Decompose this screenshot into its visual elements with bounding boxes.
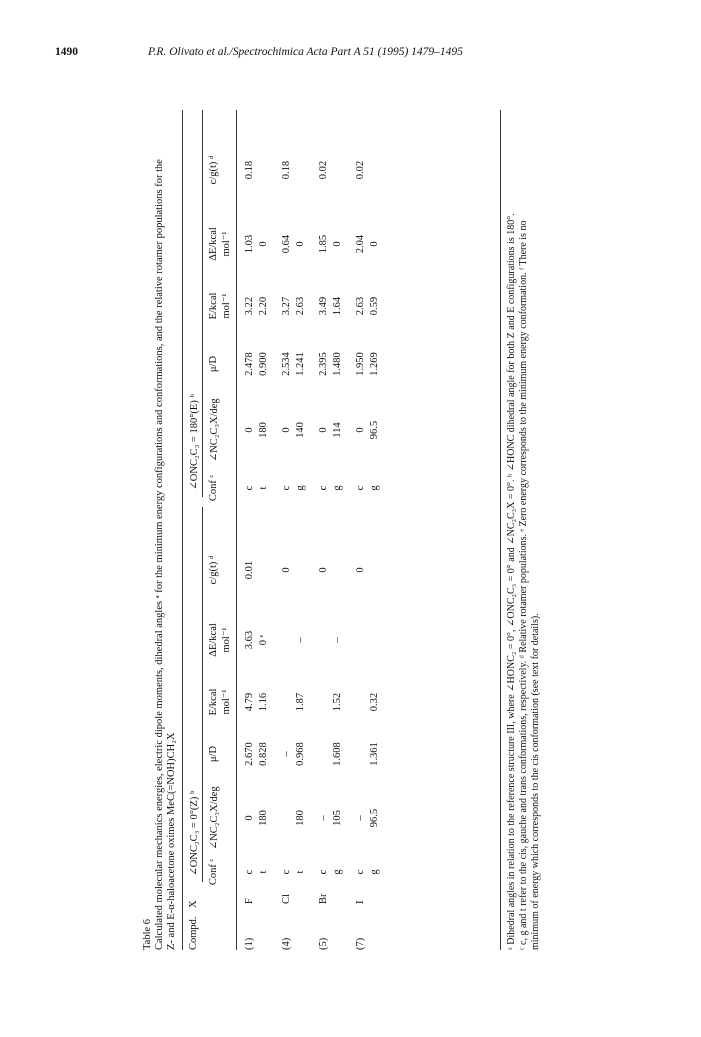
cell-z-mu: 1.361 (368, 742, 380, 766)
group-header-e: ∠ONC₂C₃ = 180°(E) ᵇ (189, 394, 200, 490)
sub-header-z-e: E/kcal (208, 688, 219, 716)
cell-e-conf: c (244, 485, 255, 491)
sub-header-e-e: E/kcal (208, 292, 219, 320)
cell-e-e: 2.63 (294, 296, 306, 316)
cell-e-mu: 1.950 (355, 352, 366, 376)
cell-z-mu: – (281, 751, 292, 757)
page-number: 1490 (55, 46, 78, 58)
sub-header-z-de: mol⁻¹ (221, 627, 232, 653)
cell-z-e: 1.87 (294, 692, 306, 712)
sub-header-e-mu: μ/D (208, 355, 219, 373)
cell-e-angle: 180 (257, 422, 269, 438)
cell-e-pop: 0.02 (318, 160, 329, 180)
sub-header-e-de: mol⁻¹ (221, 231, 232, 257)
cell-e-de: 0 (331, 241, 343, 247)
cell-z-e: 4.79 (244, 692, 255, 712)
cell-z-angle: – (318, 815, 329, 821)
cell-e-mu: 2.534 (281, 352, 292, 376)
cell-e-conf: c (281, 485, 292, 491)
cell-e-angle: 140 (294, 422, 306, 438)
cell-e-angle: 0 (355, 427, 366, 433)
cell-e-pop: 0.18 (281, 160, 292, 180)
cell-e-mu: 0.900 (257, 352, 269, 376)
cell-e-angle: 0 (244, 427, 255, 433)
cell-e-de: 0 (368, 241, 380, 247)
sub-header-e-conf: Conf ᶜ (208, 474, 219, 502)
group-rule-e (202, 110, 203, 497)
sub-header-e-angle: ∠NC₂C₃X/deg (209, 398, 220, 462)
cell-z-conf: c (318, 869, 329, 875)
cell-e-conf: g (294, 485, 306, 491)
cell-e-pop: 0.02 (355, 160, 366, 180)
rotated-table-block (100, 110, 620, 950)
cell-e-mu: 1.241 (294, 352, 306, 376)
col-header-compd: Compd. (188, 916, 199, 950)
group-rule-z (202, 507, 203, 882)
cell-z-angle: 180 (257, 810, 269, 826)
cell-e-conf: t (257, 486, 269, 490)
cell-e-conf: c (318, 485, 329, 491)
cell-z-pop: 0 (318, 567, 329, 573)
sub-header-z-conf: Conf ᶜ (208, 858, 219, 886)
cell-e-mu: 2.395 (318, 352, 329, 376)
cell-e-e: 3.27 (281, 296, 292, 316)
sub-header-e-e: mol⁻¹ (221, 293, 232, 319)
cell-z-conf: c (355, 869, 366, 875)
cell-z-mu: 1.608 (331, 742, 343, 766)
cell-z-angle: – (355, 815, 366, 821)
cell-x: I (355, 900, 366, 904)
table-caption-line-2: Z- and E-α-haloacetone oximes MeC(=NOH)CH₂X (166, 732, 177, 950)
cell-compd: (4) (281, 937, 292, 950)
cell-e-angle: 0 (281, 427, 292, 433)
group-header-z: ∠ONC₂C₃ = 0°(Z) ᵇ (189, 790, 200, 876)
cell-z-pop: 0 (281, 567, 292, 573)
cell-e-mu: 1.269 (368, 352, 380, 376)
table-top-rule (182, 110, 183, 950)
cell-z-de: 3.63 (244, 630, 255, 650)
cell-e-angle: 96.5 (368, 420, 380, 440)
cell-x: Br (318, 893, 329, 904)
cell-compd: (7) (355, 937, 366, 950)
cell-e-e: 2.20 (257, 296, 269, 316)
cell-e-conf: g (368, 485, 380, 491)
cell-z-e: 1.16 (257, 692, 269, 712)
cell-z-angle: 180 (294, 810, 306, 826)
footnote-line-2: ᶜ c, g and t refer to the cis, gauche and trans conformations, respectively. ᵈ Relative rotamer populations. ᵉ Zero energy corresponds to the minimum energy conformation. ᶠ There is no (518, 220, 529, 950)
cell-z-angle: 96.5 (368, 808, 380, 828)
cell-x: Cl (281, 894, 292, 904)
cell-e-de: 0 (257, 241, 269, 247)
cell-z-conf: g (368, 869, 380, 875)
cell-z-mu: 0.828 (257, 742, 269, 766)
cell-z-de: – (294, 637, 306, 643)
cell-z-e: 1.52 (331, 692, 343, 712)
cell-z-conf: t (257, 870, 269, 874)
cell-x: F (244, 898, 255, 904)
cell-e-mu: 1.480 (331, 352, 343, 376)
cell-z-angle: 0 (244, 815, 255, 821)
cell-compd: (5) (318, 937, 329, 950)
cell-z-conf: c (281, 869, 292, 875)
table-header-rule (236, 110, 237, 950)
cell-e-de: 0.64 (281, 234, 292, 254)
cell-z-conf: g (331, 869, 343, 875)
cell-e-de: 1.03 (244, 234, 255, 254)
sub-header-z-angle: ∠NC₂C₃X/deg (209, 786, 220, 850)
cell-e-de: 1.85 (318, 234, 329, 254)
cell-z-angle: 105 (331, 810, 343, 826)
cell-e-e: 3.49 (318, 296, 329, 316)
sub-header-z-pop: c/g(t) ᵈ (208, 555, 219, 585)
cell-e-de: 0 (294, 241, 306, 247)
cell-e-mu: 2.478 (244, 352, 255, 376)
cell-z-conf: c (244, 869, 255, 875)
cell-z-mu: 0.968 (294, 742, 306, 766)
col-header-x: X (188, 900, 199, 908)
cell-z-de: 0 ᵉ (257, 634, 269, 646)
cell-z-de: – (331, 637, 343, 643)
sub-header-e-de: ΔE/kcal (208, 227, 219, 261)
cell-e-angle: 0 (318, 427, 329, 433)
sub-header-z-mu: μ/D (208, 745, 219, 763)
cell-z-e: 0.32 (368, 692, 380, 712)
running-title: P.R. Olivato et al./Spectrochimica Acta Part A 51 (1995) 1479–1495 (148, 46, 463, 58)
cell-e-e: 3.22 (244, 296, 255, 316)
cell-z-pop: 0.01 (244, 560, 255, 580)
sub-header-z-de: ΔE/kcal (208, 623, 219, 657)
cell-e-conf: c (355, 485, 366, 491)
cell-z-mu: 2.670 (244, 742, 255, 766)
cell-e-e: 0.59 (368, 296, 380, 316)
cell-e-angle: 114 (331, 422, 343, 438)
cell-e-conf: g (331, 485, 343, 491)
cell-e-e: 1.64 (331, 296, 343, 316)
footnote-line-1: ᵃ Dihedral angles in relation to the reference structure III, where ∠HONC₂ = 0°, ∠ONC₂C₃ = 0° and ∠NC₂C₃X = 0°. ᵇ ∠HONC dihedral angle for both Z and E configurations is 180°. (506, 213, 517, 950)
footnote-line-3: minimum of energy which corresponds to the cis conformation (see text for details). (530, 613, 541, 950)
sub-header-e-pop: c/g(t) ᵈ (208, 155, 219, 185)
cell-z-conf: t (294, 870, 306, 874)
cell-e-pop: 0.18 (244, 160, 255, 180)
sub-header-z-e: mol⁻¹ (221, 689, 232, 715)
cell-e-e: 2.63 (355, 296, 366, 316)
table-caption-line-1: Calculated molecular mechanics energies, electric dipole moments, dihedral angles ᵃ for the minimum energy configurations and conformations, and the relative rotamer populations for the (154, 159, 165, 950)
cell-e-de: 2.04 (355, 234, 366, 254)
table-label: Table 6 (142, 918, 153, 950)
table-bottom-rule (500, 110, 501, 950)
cell-compd: (1) (244, 937, 255, 950)
cell-z-pop: 0 (355, 567, 366, 573)
